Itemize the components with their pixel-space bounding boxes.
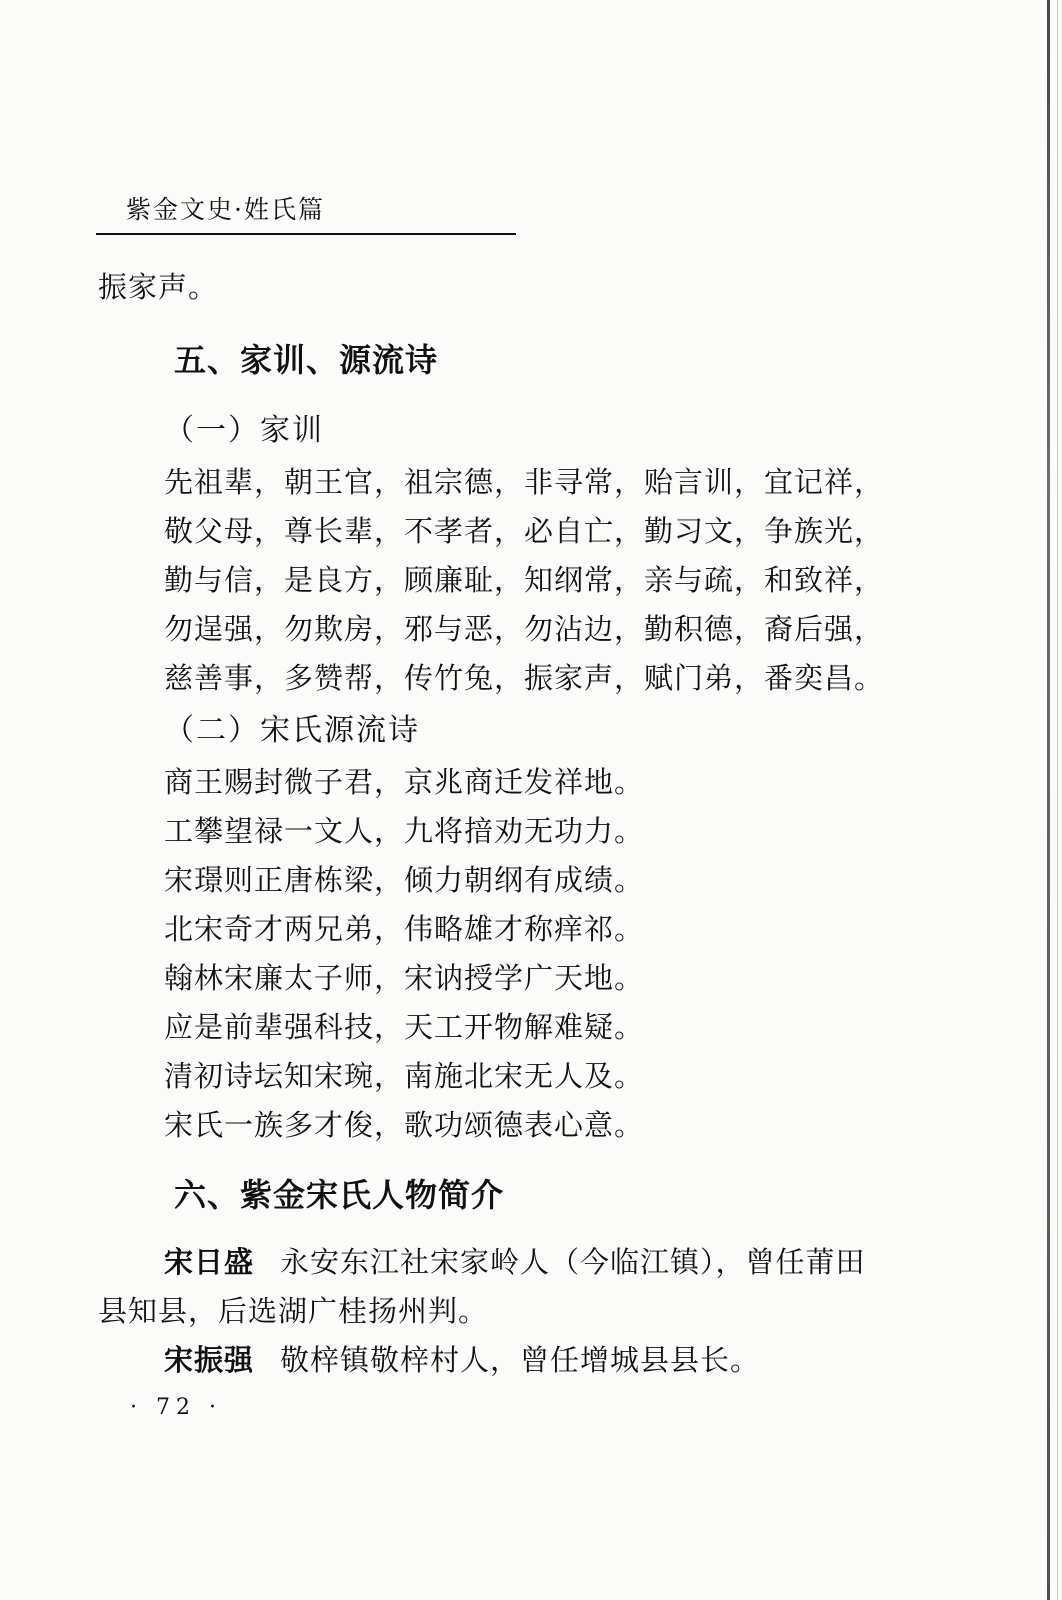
running-header: 紫金文史·姓氏篇 <box>126 195 325 224</box>
intro-fragment: 振家声。 <box>98 270 219 304</box>
scan-edge-secondary <box>1057 0 1058 1600</box>
person-description-continued: 县知县，后选湖广桂扬州判。 <box>98 1294 489 1328</box>
family-motto-line: 勤与信，是良方，顾廉耻，知纲常，亲与疏，和致祥， <box>164 563 885 597</box>
family-motto-line: 先祖辈，朝王官，祖宗德，非寻常，贻言训，宜记祥， <box>164 465 885 499</box>
family-motto-heading: （一）家训 <box>164 413 324 448</box>
person-entry <box>164 1240 866 1281</box>
section5-heading: 五、家训、源流诗 <box>174 341 439 379</box>
origin-poem-line: 清初诗坛知宋琬，南施北宋无人及。 <box>164 1059 645 1093</box>
section6-heading: 六、紫金宋氏人物简介 <box>174 1176 505 1214</box>
person-description: 永安东江社宋家岭人（今临江镇），曾任莆田 <box>280 1245 866 1279</box>
scan-edge <box>1047 0 1050 1600</box>
origin-poem-line: 宋璟则正唐栋梁，倾力朝纲有成绩。 <box>164 863 645 897</box>
person-name: 宋振强 <box>164 1343 255 1377</box>
origin-poem-heading: （二）宋氏源流诗 <box>164 713 420 748</box>
origin-poem-line: 翰林宋廉太子师，宋讷授学广天地。 <box>164 961 645 995</box>
person-entry <box>164 1338 760 1379</box>
origin-poem-line: 宋氏一族多才俊，歌功颂德表心意。 <box>164 1108 645 1142</box>
page-number: · 72 · <box>130 1395 222 1420</box>
family-motto-line: 勿逞强，勿欺房，邪与恶，勿沾边，勤积德，裔后强， <box>164 612 885 646</box>
origin-poem-line: 北宋奇才两兄弟，伟略雄才称痒祁。 <box>164 912 645 946</box>
family-motto-line: 敬父母，尊长辈，不孝者，必自亡，勤习文，争族光， <box>164 514 885 548</box>
origin-poem-line: 工攀望禄一文人，九将揞劝无功力。 <box>164 814 645 848</box>
person-name: 宋日盛 <box>164 1245 255 1279</box>
origin-poem-line: 应是前辈强科技，天工开物解难疑。 <box>164 1010 645 1044</box>
person-description: 敬梓镇敬梓村人，曾任增城县县长。 <box>280 1343 761 1377</box>
family-motto-line: 慈善事，多赞帮，传竹兔，振家声，赋门弟，番奕昌。 <box>164 661 885 695</box>
origin-poem-line: 商王赐封微子君，京兆商迁发祥地。 <box>164 765 645 799</box>
header-rule <box>96 233 516 235</box>
